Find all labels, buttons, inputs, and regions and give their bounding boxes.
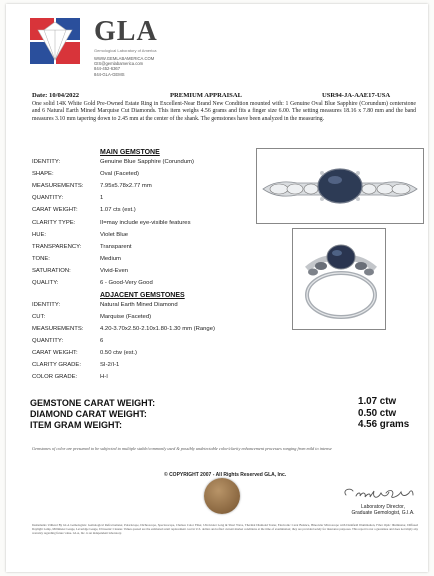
adjacent-gemstone-row-value: Natural Earth Mined Diamond	[100, 302, 178, 308]
main-gemstone-row-label: IDENTITY:	[32, 159, 61, 165]
ring-photo-side	[292, 228, 386, 330]
adjacent-gemstone-row-label: CARAT WEIGHT:	[32, 350, 78, 356]
item-description: One solid 14K White Gold Pre-Owned Estate Ring in Excellent-Near Brand New Condition mounted with: 1 Genuine Oval Blue Sapphire (Corundum) centerstone and 6 Natural Earth Mined Marquise Cut Diamonds. This item weighs 4.56 grams and fits a finger size 6.00. The setting measures 18.16 x 7.80 mm and the band measures 3.10 mm tapering down to 2.45 mm at the center of the shank. The gemstones have been analyzed in the measuring.	[32, 101, 416, 122]
main-gemstone-row-value: Violet Blue	[100, 231, 129, 238]
adjacent-gemstone-row-value: 6	[100, 338, 104, 344]
director-credentials	[342, 504, 424, 516]
gemstone-carat-weight-label: GEMSTONE CARAT WEIGHT:	[30, 398, 156, 408]
item-gram-weight-label: ITEM GRAM WEIGHT:	[30, 420, 122, 430]
contact-phone: 844-452-6367	[94, 66, 121, 72]
report-type: PREMIUM APPRAISAL	[170, 92, 242, 99]
report-number: USR94-JA-AAE17-USA	[322, 92, 391, 99]
main-gemstone-row-value: Oval (Faceted)	[100, 171, 139, 178]
adjacent-gemstone-row-value: Marquise (Faceted)	[100, 314, 152, 320]
appraisal-document	[6, 4, 428, 572]
totals-labels	[30, 398, 155, 431]
main-gemstone-row-label: QUALITY:	[32, 280, 59, 286]
report-date: Date: 10/04/2022	[32, 92, 80, 99]
main-gemstone-row-value: Transparent	[100, 243, 132, 250]
main-gemstone-row-value: 6 - Good-Very Good	[100, 280, 153, 286]
main-gemstone-title: MAIN GEMSTONE	[100, 149, 160, 156]
main-gemstone-row-label: CARAT WEIGHT:	[32, 207, 78, 214]
director-credential: Graduate Gemologist, G.I.A.	[351, 510, 415, 516]
main-gemstone-row-label: SHAPE:	[32, 171, 54, 178]
main-gemstone-row-value: 1.07 cts (est.)	[100, 207, 136, 214]
main-gemstone-row-value: II=may include eye-visible features	[100, 219, 191, 226]
gla-logo-icon	[30, 18, 82, 64]
contact-website[interactable]: WWW.GEMLABAMERICA.COM	[94, 56, 155, 61]
contact-email[interactable]: GIS@gemlabamerica.com	[94, 61, 144, 67]
brand-name: GLA	[94, 16, 158, 47]
adjacent-gemstone-row-label: IDENTITY:	[32, 302, 61, 308]
main-gemstone-row-label: TRANSPARENCY:	[32, 243, 82, 250]
gemstone-carat-weight-value: 1.07 ctw	[358, 396, 397, 407]
ring-photo-front	[256, 148, 424, 224]
main-gemstone-row-label: HUE:	[32, 231, 47, 238]
main-gemstone-row-value: Genuine Blue Sapphire (Corundum)	[100, 159, 194, 165]
main-gemstone-row-value: 1	[100, 195, 104, 202]
contact-info	[94, 56, 154, 77]
fine-print: Instruments Utilized By GLA Gemologists: Gemological Refractometer, Polariscope, Dichroscope, Spectroscope, Chelsea Color Filter, Ultraviolet Long & Short Wave, Thermal Diamond Tester, Electronic Carat Balance, Binocular Microscope with Darkfield Illumination, Fiber Optic Illuminator, Diffused Daylight Lamp, Millimeter Gauge, Leveridge Gauge, Ultrasonic Cleaner. Values quoted are the estimated retail replacement cost in U.S. dollars and reflect current market conditions at the time of examination; they are provided solely for insurance purposes. This report is not a guarantee and does not imply any warranty regarding future value. GLA, Inc. is an independent laboratory.	[32, 523, 418, 535]
totals-values	[358, 396, 409, 431]
adjacent-gemstone-row-label: MEASUREMENTS:	[32, 326, 84, 332]
adjacent-gemstones-title: ADJACENT GEMSTONES	[100, 292, 185, 299]
main-gemstone-row-label: CLARITY TYPE:	[32, 219, 76, 226]
main-gemstone-row-label: MEASUREMENTS:	[32, 183, 84, 190]
diamond-carat-weight-label: DIAMOND CARAT WEIGHT:	[30, 409, 147, 419]
main-gemstone-row-value: Vivid-Even	[100, 267, 129, 274]
main-gemstone-row-label: TONE:	[32, 255, 50, 262]
diamond-carat-weight-value: 0.50 ctw	[358, 407, 397, 419]
embossed-seal	[204, 478, 240, 514]
brand-tagline: Gemological Laboratory of America	[94, 48, 157, 53]
director-signature	[340, 484, 422, 502]
main-gemstone-row-value: 7.95x5.78x2.77 mm	[100, 183, 152, 190]
director-title: Laboratory Director,	[361, 504, 405, 510]
copyright-notice: © COPYRIGHT 2007 - All Rights Reserved GLA, Inc.	[164, 472, 287, 478]
item-gram-weight-value: 4.56 grams	[358, 419, 410, 430]
adjacent-gemstone-row-label: COLOR GRADE:	[32, 374, 78, 380]
main-gemstone-row-value: Medium	[100, 255, 121, 262]
main-gemstone-row-label: QUANTITY:	[32, 195, 64, 202]
adjacent-gemstone-row-value: H-I	[100, 374, 108, 380]
adjacent-gemstone-row-value: SI-2/I-1	[100, 362, 120, 368]
adjacent-gemstone-row-value: 0.50 ctw (est.)	[100, 350, 137, 356]
adjacent-gemstone-row-label: CUT:	[32, 314, 46, 320]
main-gemstone-row-label: SATURATION:	[32, 267, 71, 274]
adjacent-gemstone-row-value: 4.20-3.70x2.50-2.10x1.80-1.30 mm (Range)	[100, 326, 215, 332]
adjacent-gemstone-row-label: QUANTITY:	[32, 338, 64, 344]
contact-phone-alt: 844-GLA-GEMS	[94, 71, 125, 77]
enhancement-disclaimer: Gemstones of color are presumed to be subjected to multiple stable/commonly used & possibly undetectable color/clarity enhancement processes ranging from mild to intense	[32, 446, 332, 451]
adjacent-gemstone-row-label: CLARITY GRADE:	[32, 362, 81, 368]
